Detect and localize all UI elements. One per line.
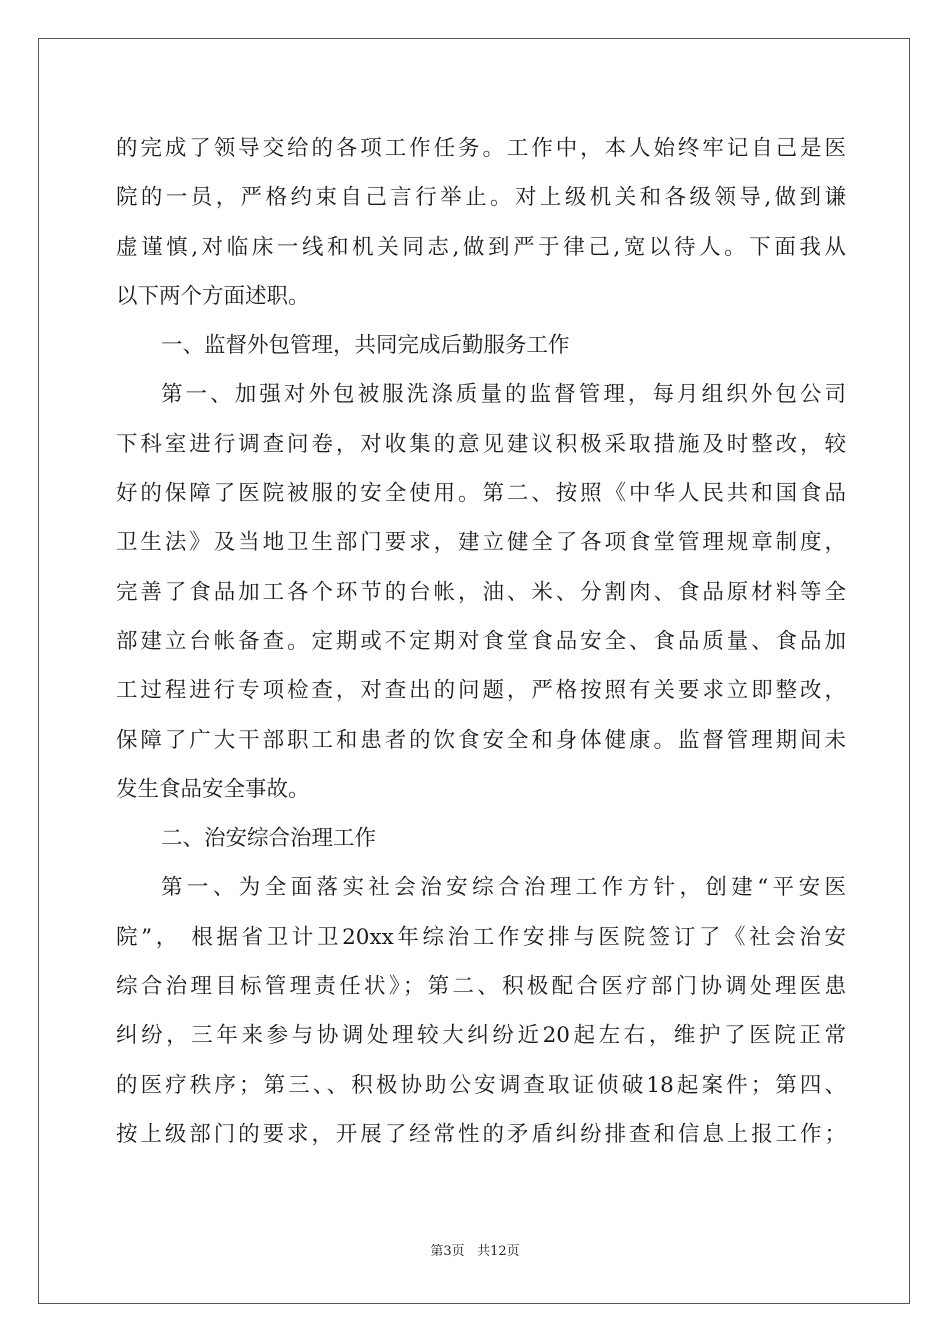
total-pages: 共12页: [477, 1244, 520, 1259]
document-body: [116, 124, 846, 1159]
text-line: 工过程进行专项检查，对查出的问题，严格按照有关要求立即整改，: [116, 678, 846, 704]
text-line: 下科室进行调查问卷，对收集的意见建议积极采取措施及时整改，较: [116, 431, 846, 457]
text-line: 按上级部门的要求，开展了经常性的矛盾纠纷排查和信息上报工作；: [116, 1121, 846, 1147]
text-line: 综合治理目标管理责任状》；第二、积极配合医疗部门协调处理医患: [116, 974, 846, 1000]
text-line: 好的保障了医院被服的安全使用。第二、按照《中华人民共和国食品: [116, 481, 846, 507]
text-line: 纠纷，三年来参与协调处理较大纠纷近20起左右，维护了医院正常: [116, 1023, 846, 1049]
text-line: 卫生法》及当地卫生部门要求，建立健全了各项食堂管理规章制度，: [116, 530, 846, 556]
text-line: 保障了广大干部职工和患者的饮食安全和身体健康。监督管理期间未: [116, 727, 846, 753]
text-line: 第一、为全面落实社会治安综合治理工作方针，创建“平安医: [161, 875, 846, 901]
text-line: 院的一员，严格约束自己言行举止。对上级机关和各级领导,做到谦: [116, 185, 846, 211]
text-line: 一、监督外包管理，共同完成后勤服务工作: [161, 333, 570, 359]
text-line: 完善了食品加工各个环节的台帐，油、米、分割肉、食品原材料等全: [116, 579, 846, 605]
page-number: 第3页: [430, 1244, 465, 1259]
text-line: 二、治安综合治理工作: [161, 826, 377, 852]
text-line: 第一、加强对外包被服洗涤质量的监督管理，每月组织外包公司: [161, 382, 846, 408]
text-line: 虚谨慎,对临床一线和机关同志,做到严于律己,宽以待人。下面我从: [116, 234, 846, 260]
text-line: 的医疗秩序；第三、、积极协助公安调查取证侦破18起案件；第四、: [116, 1072, 846, 1098]
text-line: 的完成了领导交给的各项工作任务。工作中，本人始终牢记自己是医: [116, 136, 846, 161]
text-line: 以下两个方面述职。: [116, 283, 310, 309]
page-footer: [0, 1240, 950, 1259]
text-line: 发生食品安全事故。: [116, 776, 310, 802]
text-line: 院”， 根据省卫计卫20xx年综治工作安排与医院签订了《社会治安: [116, 924, 846, 950]
text-line: 部建立台帐备查。定期或不定期对食堂食品安全、食品质量、食品加: [116, 628, 846, 654]
